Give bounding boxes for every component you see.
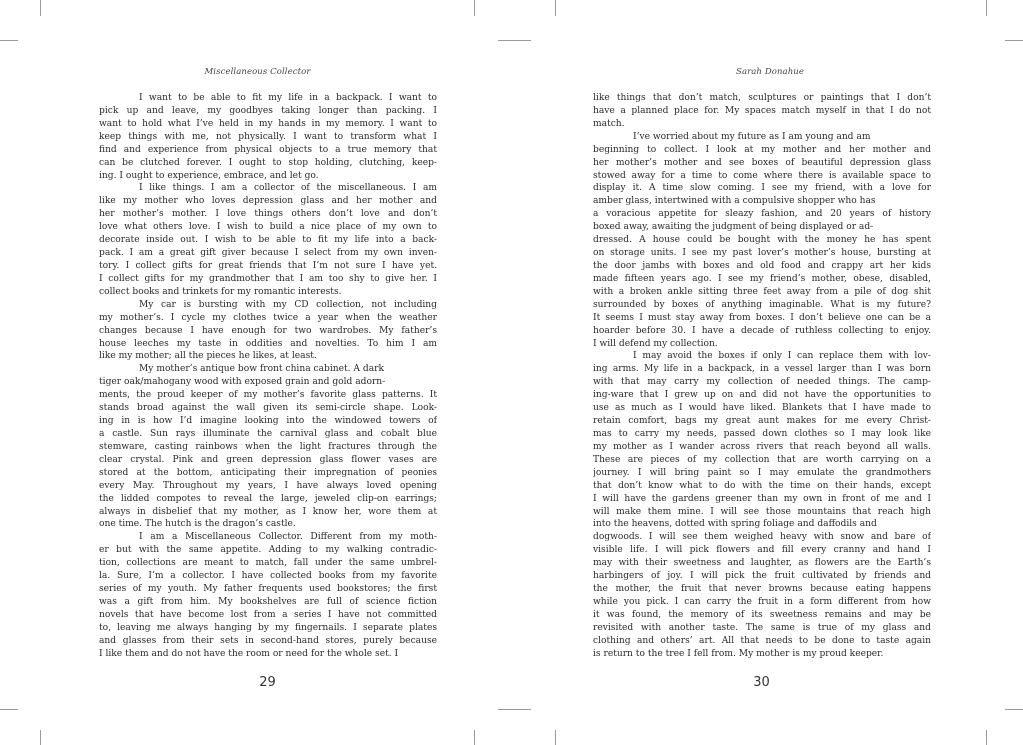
text-line: can be clutched forever. I ought to stop holding, clutching, keep- bbox=[99, 157, 437, 168]
text-line: every May. Throughout my years, I have always loved opening bbox=[99, 480, 437, 491]
text-line: tory. I collect gifts for great friends that I’m not sure I have yet. bbox=[99, 260, 437, 271]
text-line: ing in is how I’d imagine looking into the windowed towers of bbox=[99, 416, 437, 427]
page-number-right: 30 bbox=[753, 675, 770, 690]
text-line: may with their sweetness and laughter, as flowers are the Earth’s bbox=[593, 558, 931, 569]
text-line: stemware, casting rainbows when the light fractures through the bbox=[99, 441, 437, 452]
right-page bbox=[555, 0, 985, 745]
text-line: like things that don’t match, sculptures or paintings that I don’t bbox=[593, 93, 931, 103]
text-line: dressed. A house could be bought with the money he has spent bbox=[593, 235, 931, 246]
crop-mark bbox=[498, 40, 531, 41]
crop-mark bbox=[0, 709, 18, 710]
text-line: decorate inside out. I wish to be able to fit my life into a back- bbox=[99, 235, 437, 246]
text-line: her mother’s mother and see boxes of beautiful depression glass bbox=[593, 157, 931, 168]
text-line: with that may carry my collection of needed things. The camp- bbox=[593, 377, 931, 388]
crop-mark bbox=[498, 709, 531, 710]
text-line: clothing and others’ art. All that needs to be done to taste again bbox=[593, 635, 931, 646]
left-page-body bbox=[99, 92, 437, 661]
text-line: love what others love. I wish to build a nice place of my own to bbox=[99, 222, 437, 233]
text-line: to, leaving me always hanging by my fingernails. I separate plates bbox=[99, 622, 437, 633]
text-line: stored at the bottom, anticipating their impregnation of peonies bbox=[99, 467, 437, 478]
page-number-left: 29 bbox=[259, 675, 276, 690]
crop-mark bbox=[1005, 709, 1023, 710]
text-line: collect books and trinkets for my romantic interests. bbox=[99, 286, 342, 297]
text-line: My car is bursting with my CD collection, not including bbox=[139, 299, 437, 310]
text-line: like my mother who loves depression glass and her mother and bbox=[99, 196, 437, 207]
text-line: her mother’s mother. I love things others don’t love and don’t bbox=[99, 209, 437, 220]
text-line: was a gift from him. My bookshelves are full of science fiction bbox=[99, 596, 437, 607]
text-line: keep things with me, not physically. I want to transform what I bbox=[99, 131, 437, 142]
text-line: ing. I ought to experience, embrace, and let go. bbox=[99, 170, 319, 181]
text-line: that don’t know what to do with the time on their hands, except bbox=[593, 480, 931, 491]
running-head-author: Sarah Donahue bbox=[736, 67, 804, 77]
text-line: use as much as I would have liked. Blankets that I have made to bbox=[593, 403, 931, 414]
text-line: beginning to collect. I look at my mother and her mother and bbox=[593, 144, 931, 155]
text-line: the mother, the fruit that never browns because eating happens bbox=[593, 584, 931, 595]
text-line: I am a Miscellaneous Collector. Different from my moth- bbox=[139, 532, 437, 543]
text-line: want to hold what I’ve held in my hands in my memory. I want to bbox=[99, 118, 437, 129]
text-line: boxed away, awaiting the judgment of being displayed or ad- bbox=[593, 222, 874, 233]
text-line: on storage units. I see my past lover’s mother’s house, bursting at bbox=[593, 248, 931, 259]
text-line: I like them and do not have the room or need for the whole set. I bbox=[99, 648, 399, 659]
text-line: revisited with another taste. The same is true of my glass and bbox=[593, 622, 931, 633]
text-line: have a planned place for. My spaces match myself in that I do not bbox=[593, 105, 931, 116]
text-line: into the heavens, dotted with spring foliage and daffodils and bbox=[593, 519, 877, 530]
text-line: tiger oak/mahogany wood with exposed grain and gold adorn- bbox=[99, 377, 386, 388]
text-line: house leeches my taste in oddities and novelties. To him I am bbox=[99, 338, 437, 349]
text-line: novels that have become lost from a series I have not committed bbox=[99, 609, 437, 620]
text-line: ing-ware that I grew up on and did not have the opportunities to bbox=[593, 390, 931, 401]
text-line: series of my youth. My father frequents used bookstores; the first bbox=[99, 584, 437, 595]
text-line: I collect gifts for my grandmother that I am too shy to give her. I bbox=[99, 273, 437, 284]
text-line: er but with the same appetite. Adding to my walking contradic- bbox=[99, 545, 437, 556]
text-line: harbingers of joy. I will pick the fruit cultivated by friends and bbox=[593, 571, 931, 582]
text-line: retain comfort, bags my great aunt makes for me every Christ- bbox=[593, 416, 931, 427]
crop-mark bbox=[1005, 40, 1023, 41]
text-line: mas to carry my needs, passed down clothes so I may look like bbox=[593, 428, 931, 439]
text-line: is return to the tree I fell from. My mother is my proud keeper. bbox=[593, 648, 884, 659]
text-line: visible life. I will pick flowers and fill every cranny and hand I bbox=[593, 545, 931, 556]
left-page bbox=[40, 0, 475, 745]
text-line: I will defend my collection. bbox=[593, 338, 718, 349]
text-line: I will have the gardens greener than my own in front of me and I bbox=[593, 493, 931, 504]
text-line: dogwoods. I will see them weighed heavy with snow and bare of bbox=[593, 532, 931, 543]
text-line: it was found, the memory of its sweetness remains and may be bbox=[593, 609, 931, 620]
text-line: It seems I must stay away from boxes. I don’t believe one can be a bbox=[593, 312, 931, 323]
text-line: pack. I am a great gift giver because I select from my own inven- bbox=[99, 248, 437, 259]
text-line: with a broken ankle sitting three feet away from a pile of dog shit bbox=[593, 286, 931, 297]
text-line: my mother as I wander across rivers that reach beyond all walls. bbox=[593, 441, 931, 452]
text-line: pick up and leave, my goodbyes taking longer than packing. I bbox=[99, 105, 437, 116]
text-line: amber glass, intertwined with a compulsive shopper who has bbox=[593, 196, 876, 207]
text-line: stands broad against the wall given its semi-circle shape. Look- bbox=[99, 403, 437, 414]
text-line: I’ve worried about my future as I am young and am bbox=[633, 131, 871, 142]
text-line: match. bbox=[593, 118, 625, 129]
text-line: ments, the proud keeper of my mother’s favorite glass patterns. It bbox=[99, 390, 437, 401]
text-line: and glasses from their sets in second-hand stores, purely because bbox=[99, 635, 437, 646]
text-line: surrounded by boxes of anything imaginable. What is my future? bbox=[593, 299, 931, 310]
text-line: always in disbelief that my mother, as I know her, wore them at bbox=[99, 506, 437, 517]
text-line: stowed away for a time to come where there is available space to bbox=[593, 170, 931, 181]
text-line: la. Sure, I’m a collector. I have collected books from my favorite bbox=[99, 571, 437, 582]
text-line: My mother’s antique bow front china cabinet. A dark bbox=[139, 364, 384, 375]
crop-mark bbox=[986, 0, 987, 16]
text-line: display it. A time slow coming. I see my friend, with a love for bbox=[593, 183, 931, 194]
text-line: made fifteen years ago. I see my friend’s mother, obese, disabled, bbox=[593, 273, 931, 284]
crop-mark bbox=[0, 40, 18, 41]
text-line: a voracious appetite for sleazy fashion, and 20 years of history bbox=[593, 209, 931, 220]
text-line: I want to be able to fit my life in a backpack. I want to bbox=[139, 93, 437, 103]
text-line: one time. The hutch is the dragon’s castle. bbox=[99, 519, 296, 530]
text-line: I may avoid the boxes if only I can replace them with lov- bbox=[633, 351, 931, 362]
running-head-title: Miscellaneous Collector bbox=[204, 67, 311, 77]
text-line: my mother’s. I cycle my clothes twice a year when the weather bbox=[99, 312, 437, 323]
text-line: I like things. I am a collector of the miscellaneous. I am bbox=[139, 183, 437, 194]
text-line: the door jambs with boxes and old food and crappy art her kids bbox=[593, 260, 931, 271]
text-line: tion, collections are meant to match, fall under the same umbrel- bbox=[99, 558, 437, 569]
text-line: journey. I will bring paint so I may emulate the grandmothers bbox=[593, 467, 931, 478]
text-line: a castle. Sun rays illuminate the carnival glass and cobalt blue bbox=[99, 428, 437, 439]
text-line: find and experience from physical objects to a true memory that bbox=[99, 144, 437, 155]
text-line: will make them mine. I will see those mountains that reach high bbox=[593, 506, 931, 517]
text-line: like my mother; all the pieces he likes, at least. bbox=[99, 351, 317, 362]
text-line: the lidded compotes to reveal the large, jeweled clip-on earrings; bbox=[99, 493, 437, 504]
text-line: hoarder before 30. I have a decade of ruthless collecting to enjoy. bbox=[593, 325, 931, 336]
text-line: changes because I have enough for two wardrobes. My father’s bbox=[99, 325, 437, 336]
text-line: clear crystal. Pink and green depression glass flower vases are bbox=[99, 454, 437, 465]
right-page-body bbox=[593, 92, 931, 661]
crop-mark bbox=[986, 730, 987, 745]
text-line: These are pieces of my collection that are worth carrying on a bbox=[593, 454, 931, 465]
text-line: while you pick. I can carry the fruit in a form different from how bbox=[593, 596, 931, 607]
text-line: ing arms. My life in a backpack, in a vessel larger than I was born bbox=[593, 364, 931, 375]
